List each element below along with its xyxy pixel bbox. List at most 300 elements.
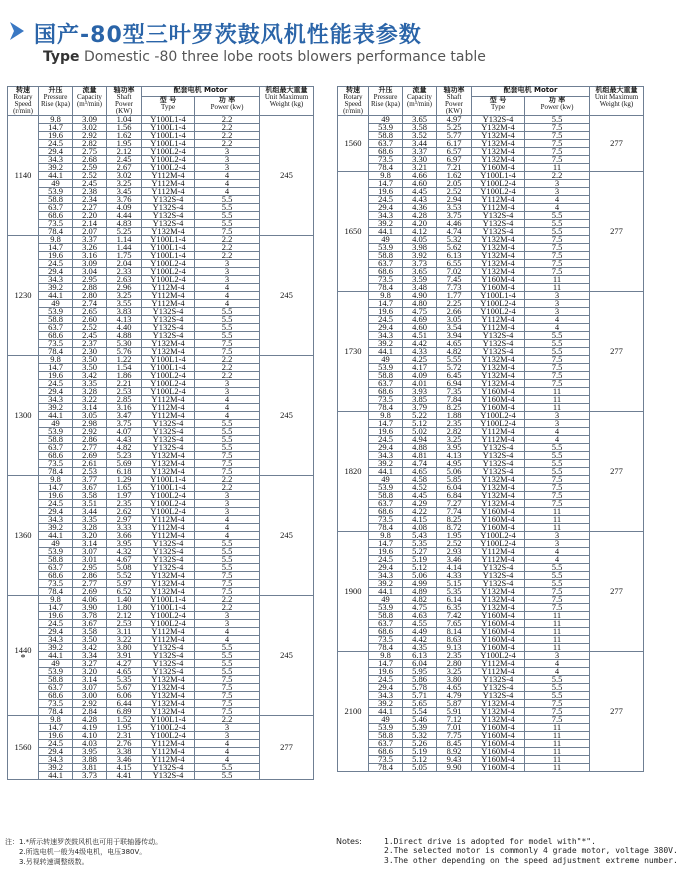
motor-type-cell: Y132M-4 xyxy=(472,364,525,372)
col-speed-en: Rotary Speed (r/min) xyxy=(13,93,33,115)
capacity-cell: 4.03 xyxy=(73,740,107,748)
shaft-power-cell: 6.55 xyxy=(437,260,472,268)
motor-type-cell: Y112M-4 xyxy=(142,516,195,524)
pressure-cell: 49 xyxy=(369,596,403,604)
pressure-cell: 68.6 xyxy=(39,572,73,580)
capacity-cell: 3.88 xyxy=(73,756,107,764)
col-weight-en: Unit Maximum Weight (kg) xyxy=(594,93,639,108)
pressure-cell: 78.4 xyxy=(369,644,403,652)
pressure-cell: 53.9 xyxy=(39,308,73,316)
motor-type-cell: Y100L1-4 xyxy=(142,132,195,140)
motor-type-cell: Y160M-4 xyxy=(472,388,525,396)
speed-value: 1140 xyxy=(14,170,32,180)
pressure-cell: 58.8 xyxy=(39,316,73,324)
shaft-power-cell: 4.13 xyxy=(107,316,142,324)
notes-chinese xyxy=(5,837,162,867)
col-capacity-en: Capacity (m³/min) xyxy=(406,93,433,108)
capacity-cell: 3.07 xyxy=(73,548,107,556)
motor-power-cell: 7.5 xyxy=(525,244,590,252)
motor-power-cell: 2.2 xyxy=(195,356,260,364)
shaft-power-cell: 2.66 xyxy=(437,308,472,316)
motor-type-cell: Y100L2-4 xyxy=(142,620,195,628)
capacity-cell: 4.66 xyxy=(403,172,437,180)
arrow-icon xyxy=(8,20,26,42)
capacity-cell: 3.85 xyxy=(403,396,437,404)
capacity-cell: 4.52 xyxy=(403,484,437,492)
capacity-cell: 3.14 xyxy=(73,540,107,548)
shaft-power-cell: 1.52 xyxy=(107,716,142,724)
pressure-cell: 68.6 xyxy=(369,628,403,636)
motor-power-cell: 7.5 xyxy=(195,452,260,460)
pressure-cell: 78.4 xyxy=(39,468,73,476)
page-title-cn: 国产-80型三叶罗茨鼓风机性能表参数 xyxy=(34,23,422,48)
capacity-cell: 5.65 xyxy=(403,700,437,708)
speed-cell xyxy=(8,596,39,716)
note-en-text-2: 2.The selected motor is commonly 4 grade motor, voltage 380V. xyxy=(384,846,678,856)
weight-cell: 277 xyxy=(590,412,644,532)
shaft-power-cell: 8.72 xyxy=(437,524,472,532)
capacity-cell: 2.75 xyxy=(73,148,107,156)
pressure-cell: 73.5 xyxy=(369,516,403,524)
motor-type-cell: Y100L1-4 xyxy=(142,476,195,484)
capacity-cell: 4.49 xyxy=(403,628,437,636)
motor-power-cell: 5.5 xyxy=(195,564,260,572)
motor-type-cell: Y160M-4 xyxy=(472,404,525,412)
capacity-cell: 2.37 xyxy=(73,340,107,348)
col-shaft-power-cn: 轴功率 xyxy=(443,86,465,94)
shaft-power-cell: 2.52 xyxy=(437,540,472,548)
capacity-cell: 4.35 xyxy=(403,644,437,652)
motor-power-cell: 3 xyxy=(525,532,590,540)
motor-type-cell: Y100L1-4 xyxy=(142,356,195,364)
motor-type-cell: Y160M-4 xyxy=(472,732,525,740)
speed-value: 1650 xyxy=(344,226,362,236)
capacity-cell: 3.05 xyxy=(73,412,107,420)
pressure-cell: 49 xyxy=(369,716,403,724)
pressure-cell: 44.1 xyxy=(369,588,403,596)
pressure-cell: 58.8 xyxy=(39,436,73,444)
speed-value: 1820 xyxy=(344,466,362,476)
motor-power-cell: 3 xyxy=(525,420,590,428)
col-pressure-cn: 升压 xyxy=(378,86,393,94)
shaft-power-cell: 7.01 xyxy=(437,724,472,732)
pressure-cell: 29.4 xyxy=(369,684,403,692)
pressure-cell: 39.2 xyxy=(369,460,403,468)
col-capacity-cn: 流量 xyxy=(412,86,427,94)
capacity-cell: 2.88 xyxy=(73,284,107,292)
motor-power-cell: 7.5 xyxy=(525,356,590,364)
motor-type-cell: Y160M-4 xyxy=(472,636,525,644)
shaft-power-cell: 7.02 xyxy=(437,268,472,276)
shaft-power-cell: 7.21 xyxy=(437,164,472,172)
shaft-power-cell: 3.22 xyxy=(107,636,142,644)
shaft-power-cell: 4.79 xyxy=(437,692,472,700)
motor-type-cell: Y132S-4 xyxy=(472,684,525,692)
shaft-power-cell: 5.15 xyxy=(437,580,472,588)
capacity-cell: 2.14 xyxy=(73,220,107,228)
motor-type-cell: Y132M-4 xyxy=(142,572,195,580)
motor-type-cell: Y112M-4 xyxy=(142,748,195,756)
capacity-cell: 5.06 xyxy=(403,572,437,580)
pressure-cell: 63.7 xyxy=(369,620,403,628)
motor-type-cell: Y132M-4 xyxy=(142,468,195,476)
motor-type-cell: Y100L2-4 xyxy=(472,188,525,196)
col-capacity xyxy=(73,87,107,116)
speed-cell xyxy=(8,356,39,476)
motor-power-cell: 5.5 xyxy=(525,340,590,348)
motor-type-cell: Y132S-4 xyxy=(472,564,525,572)
motor-power-cell: 4 xyxy=(525,668,590,676)
col-motor-power-cn: 功 率 xyxy=(218,96,236,105)
motor-power-cell: 7.5 xyxy=(525,140,590,148)
capacity-cell: 4.33 xyxy=(403,348,437,356)
pressure-cell: 29.4 xyxy=(39,268,73,276)
shaft-power-cell: 6.18 xyxy=(107,468,142,476)
motor-power-cell: 4 xyxy=(195,300,260,308)
motor-power-cell: 7.5 xyxy=(195,676,260,684)
pressure-cell: 24.5 xyxy=(369,316,403,324)
pressure-cell: 68.6 xyxy=(369,748,403,756)
shaft-power-cell: 3.75 xyxy=(437,212,472,220)
capacity-cell: 3.78 xyxy=(73,612,107,620)
shaft-power-cell: 7.12 xyxy=(437,716,472,724)
motor-type-cell: Y132M-4 xyxy=(472,124,525,132)
pressure-cell: 14.7 xyxy=(369,540,403,548)
motor-type-cell: Y132S-4 xyxy=(142,196,195,204)
motor-power-cell: 5.5 xyxy=(525,460,590,468)
weight-cell: 245 xyxy=(260,236,314,356)
shaft-power-cell: 3.76 xyxy=(107,196,142,204)
motor-power-cell: 4 xyxy=(195,188,260,196)
capacity-cell: 4.45 xyxy=(403,188,437,196)
motor-type-cell: Y132S-4 xyxy=(472,116,525,124)
capacity-cell: 2.74 xyxy=(73,300,107,308)
pressure-cell: 9.8 xyxy=(39,596,73,604)
capacity-cell: 4.28 xyxy=(73,716,107,724)
pressure-cell: 24.5 xyxy=(369,436,403,444)
shaft-power-cell: 3.75 xyxy=(107,420,142,428)
motor-power-cell: 4 xyxy=(195,396,260,404)
motor-power-cell: 5.5 xyxy=(525,572,590,580)
motor-type-cell: Y112M-4 xyxy=(142,524,195,532)
shaft-power-cell: 2.04 xyxy=(107,260,142,268)
motor-power-cell: 7.5 xyxy=(195,340,260,348)
motor-power-cell: 7.5 xyxy=(525,260,590,268)
motor-power-cell: 3 xyxy=(525,188,590,196)
shaft-power-cell: 3.45 xyxy=(107,188,142,196)
shaft-power-cell: 3.11 xyxy=(107,628,142,636)
motor-type-cell: Y112M-4 xyxy=(472,204,525,212)
motor-type-cell: Y132S-4 xyxy=(142,556,195,564)
shaft-power-cell: 1.40 xyxy=(107,596,142,604)
motor-power-cell: 5.5 xyxy=(525,212,590,220)
shaft-power-cell: 3.95 xyxy=(437,444,472,452)
shaft-power-cell: 2.35 xyxy=(437,652,472,660)
motor-type-cell: Y160M-4 xyxy=(472,756,525,764)
pressure-cell: 63.7 xyxy=(369,260,403,268)
pressure-cell: 78.4 xyxy=(39,588,73,596)
capacity-cell: 4.28 xyxy=(403,212,437,220)
capacity-cell: 4.55 xyxy=(403,620,437,628)
capacity-cell: 4.22 xyxy=(403,508,437,516)
pressure-cell: 63.7 xyxy=(39,564,73,572)
capacity-cell: 5.78 xyxy=(403,684,437,692)
capacity-cell: 3.22 xyxy=(73,396,107,404)
shaft-power-cell: 1.88 xyxy=(437,412,472,420)
motor-type-cell: Y100L1-4 xyxy=(142,244,195,252)
motor-power-cell: 2.2 xyxy=(195,116,260,124)
capacity-cell: 4.09 xyxy=(403,372,437,380)
pressure-cell: 68.6 xyxy=(369,148,403,156)
capacity-cell: 3.77 xyxy=(73,476,107,484)
shaft-power-cell: 3.16 xyxy=(107,404,142,412)
col-capacity-en: Capacity (m³/min) xyxy=(76,93,103,108)
shaft-power-cell: 3.80 xyxy=(107,644,142,652)
motor-power-cell: 7.5 xyxy=(525,132,590,140)
capacity-cell: 5.71 xyxy=(403,692,437,700)
shaft-power-cell: 1.65 xyxy=(107,484,142,492)
pressure-cell: 53.9 xyxy=(369,484,403,492)
motor-power-cell: 7.5 xyxy=(195,572,260,580)
motor-type-cell: Y112M-4 xyxy=(142,412,195,420)
motor-power-cell: 2.2 xyxy=(195,124,260,132)
pressure-cell: 78.4 xyxy=(369,164,403,172)
note-cn-text-1: 1.*所示转速罗茨鼓风机也可用于联轴器传动。 xyxy=(19,838,163,846)
shaft-power-cell: 8.14 xyxy=(437,628,472,636)
speed-value: 1730 xyxy=(344,346,362,356)
shaft-power-cell: 1.86 xyxy=(107,372,142,380)
pressure-cell: 58.8 xyxy=(369,612,403,620)
pressure-cell: 44.1 xyxy=(369,228,403,236)
motor-power-cell: 5.5 xyxy=(195,420,260,428)
shaft-power-cell: 2.94 xyxy=(437,196,472,204)
motor-type-cell: Y100L2-4 xyxy=(142,260,195,268)
capacity-cell: 4.42 xyxy=(403,636,437,644)
shaft-power-cell: 1.75 xyxy=(107,252,142,260)
capacity-cell: 5.12 xyxy=(403,756,437,764)
col-weight xyxy=(590,87,644,116)
motor-type-cell: Y132M-4 xyxy=(472,492,525,500)
shaft-power-cell: 5.91 xyxy=(437,708,472,716)
col-speed-en: Rotary Speed (r/min) xyxy=(343,93,363,115)
motor-type-cell: Y132M-4 xyxy=(472,244,525,252)
capacity-cell: 3.20 xyxy=(73,668,107,676)
shaft-power-cell: 6.06 xyxy=(107,692,142,700)
motor-type-cell: Y132S-4 xyxy=(142,644,195,652)
pressure-cell: 53.9 xyxy=(369,124,403,132)
motor-type-cell: Y132M-4 xyxy=(472,588,525,596)
shaft-power-cell: 8.25 xyxy=(437,404,472,412)
capacity-cell: 5.39 xyxy=(403,724,437,732)
motor-power-cell: 11 xyxy=(525,516,590,524)
col-speed xyxy=(8,87,39,116)
motor-power-cell: 11 xyxy=(525,644,590,652)
shaft-power-cell: 5.52 xyxy=(107,572,142,580)
motor-power-cell: 5.5 xyxy=(525,444,590,452)
shaft-power-cell: 5.62 xyxy=(437,244,472,252)
pressure-cell: 29.4 xyxy=(369,204,403,212)
capacity-cell: 4.12 xyxy=(403,228,437,236)
motor-type-cell: Y100L2-4 xyxy=(142,148,195,156)
capacity-cell: 3.00 xyxy=(73,692,107,700)
shaft-power-cell: 1.95 xyxy=(107,724,142,732)
motor-type-cell: Y112M-4 xyxy=(472,428,525,436)
pressure-cell: 14.7 xyxy=(369,300,403,308)
shaft-power-cell: 2.45 xyxy=(107,156,142,164)
motor-type-cell: Y100L1-4 xyxy=(142,252,195,260)
motor-type-cell: Y100L1-4 xyxy=(142,364,195,372)
motor-power-cell: 5.5 xyxy=(525,692,590,700)
col-speed-cn: 转速 xyxy=(346,86,360,94)
motor-power-cell: 7.5 xyxy=(195,460,260,468)
motor-type-cell: Y160M-4 xyxy=(472,764,525,772)
motor-type-cell: Y132S-4 xyxy=(142,652,195,660)
capacity-cell: 5.95 xyxy=(403,668,437,676)
col-speed-cn: 转速 xyxy=(16,86,30,94)
shaft-power-cell: 3.66 xyxy=(107,532,142,540)
motor-power-cell: 7.5 xyxy=(525,252,590,260)
pressure-cell: 73.5 xyxy=(369,756,403,764)
pressure-cell: 9.8 xyxy=(369,292,403,300)
capacity-cell: 3.50 xyxy=(73,636,107,644)
col-weight-cn: 机组最大重量 xyxy=(265,86,308,94)
pressure-cell: 63.7 xyxy=(369,380,403,388)
motor-power-cell: 11 xyxy=(525,724,590,732)
motor-type-cell: Y100L2-4 xyxy=(142,276,195,284)
motor-power-cell: 3 xyxy=(525,412,590,420)
pressure-cell: 19.6 xyxy=(39,132,73,140)
shaft-power-cell: 7.35 xyxy=(437,388,472,396)
motor-type-cell: Y100L1-4 xyxy=(142,236,195,244)
shaft-power-cell: 2.31 xyxy=(107,732,142,740)
shaft-power-cell: 3.80 xyxy=(437,676,472,684)
pressure-cell: 24.5 xyxy=(39,380,73,388)
col-motor-power-en: Power (kw) xyxy=(540,103,574,112)
shaft-power-cell: 1.44 xyxy=(107,244,142,252)
pressure-cell: 44.1 xyxy=(39,652,73,660)
motor-type-cell: Y100L2-4 xyxy=(142,508,195,516)
shaft-power-cell: 1.22 xyxy=(107,356,142,364)
motor-type-cell: Y132M-4 xyxy=(142,588,195,596)
capacity-cell: 3.27 xyxy=(73,660,107,668)
shaft-power-cell: 2.05 xyxy=(437,180,472,188)
motor-type-cell: Y100L2-4 xyxy=(142,380,195,388)
capacity-cell: 4.89 xyxy=(403,588,437,596)
motor-power-cell: 5.5 xyxy=(195,660,260,668)
capacity-cell: 6.13 xyxy=(403,652,437,660)
motor-type-cell: Y132M-4 xyxy=(142,676,195,684)
pressure-cell: 9.8 xyxy=(39,716,73,724)
motor-type-cell: Y112M-4 xyxy=(472,660,525,668)
motor-type-cell: Y160M-4 xyxy=(472,276,525,284)
motor-power-cell: 5.5 xyxy=(195,212,260,220)
pressure-cell: 14.7 xyxy=(39,244,73,252)
motor-power-cell: 2.2 xyxy=(195,236,260,244)
motor-power-cell: 7.5 xyxy=(195,348,260,356)
capacity-cell: 3.67 xyxy=(73,620,107,628)
shaft-power-cell: 5.77 xyxy=(437,132,472,140)
shaft-power-cell: 5.06 xyxy=(437,468,472,476)
motor-power-cell: 2.2 xyxy=(195,604,260,612)
shaft-power-cell: 3.25 xyxy=(107,292,142,300)
shaft-power-cell: 2.53 xyxy=(107,388,142,396)
motor-power-cell: 5.5 xyxy=(195,556,260,564)
capacity-cell: 5.46 xyxy=(403,716,437,724)
motor-type-cell: Y100L2-4 xyxy=(142,500,195,508)
capacity-cell: 4.10 xyxy=(73,732,107,740)
shaft-power-cell: 5.30 xyxy=(107,340,142,348)
pressure-cell: 19.6 xyxy=(369,548,403,556)
capacity-cell: 2.80 xyxy=(73,292,107,300)
motor-type-cell: Y132M-4 xyxy=(472,708,525,716)
shaft-power-cell: 2.96 xyxy=(107,284,142,292)
motor-power-cell: 7.5 xyxy=(525,708,590,716)
motor-power-cell: 7.5 xyxy=(525,268,590,276)
capacity-cell: 4.94 xyxy=(403,436,437,444)
motor-type-cell: Y132S-4 xyxy=(142,436,195,444)
shaft-power-cell: 5.85 xyxy=(437,476,472,484)
motor-type-cell: Y132M-4 xyxy=(472,372,525,380)
weight-cell: 245 xyxy=(260,116,314,236)
speed-cell xyxy=(338,412,369,532)
capacity-cell: 3.09 xyxy=(73,260,107,268)
col-pressure-en: Pressure Rise (kpa) xyxy=(371,93,400,108)
shaft-power-cell: 6.84 xyxy=(437,492,472,500)
capacity-cell: 3.37 xyxy=(73,236,107,244)
motor-power-cell: 3 xyxy=(195,260,260,268)
motor-power-cell: 3 xyxy=(525,652,590,660)
capacity-cell: 3.30 xyxy=(403,156,437,164)
capacity-cell: 3.01 xyxy=(73,556,107,564)
capacity-cell: 3.28 xyxy=(73,388,107,396)
shaft-power-cell: 1.77 xyxy=(437,292,472,300)
capacity-cell: 3.37 xyxy=(403,148,437,156)
capacity-cell: 5.54 xyxy=(403,708,437,716)
capacity-cell: 2.92 xyxy=(73,132,107,140)
motor-power-cell: 11 xyxy=(525,284,590,292)
capacity-cell: 4.20 xyxy=(403,220,437,228)
motor-power-cell: 5.5 xyxy=(195,324,260,332)
capacity-cell: 3.48 xyxy=(403,284,437,292)
pressure-cell: 9.8 xyxy=(39,236,73,244)
shaft-power-cell: 7.42 xyxy=(437,612,472,620)
motor-power-cell: 11 xyxy=(525,732,590,740)
pressure-cell: 39.2 xyxy=(39,404,73,412)
motor-type-cell: Y160M-4 xyxy=(472,724,525,732)
pressure-cell: 58.8 xyxy=(39,196,73,204)
motor-type-cell: Y132M-4 xyxy=(142,452,195,460)
capacity-cell: 2.52 xyxy=(73,324,107,332)
shaft-power-cell: 3.83 xyxy=(107,308,142,316)
capacity-cell: 3.51 xyxy=(73,500,107,508)
motor-type-cell: Y132S-4 xyxy=(142,212,195,220)
motor-type-cell: Y132M-4 xyxy=(142,692,195,700)
pressure-cell: 78.4 xyxy=(39,348,73,356)
shaft-power-cell: 7.74 xyxy=(437,508,472,516)
motor-power-cell: 5.5 xyxy=(525,332,590,340)
pressure-cell: 39.2 xyxy=(369,700,403,708)
speed-value: 1360 xyxy=(14,530,32,540)
capacity-cell: 3.58 xyxy=(73,492,107,500)
motor-type-cell: Y132M-4 xyxy=(142,348,195,356)
motor-type-cell: Y100L1-4 xyxy=(142,716,195,724)
motor-type-cell: Y112M-4 xyxy=(472,436,525,444)
capacity-cell: 3.26 xyxy=(73,244,107,252)
pressure-cell: 53.9 xyxy=(39,548,73,556)
motor-type-cell: Y132M-4 xyxy=(472,260,525,268)
pressure-cell: 58.8 xyxy=(39,676,73,684)
capacity-cell: 2.61 xyxy=(73,460,107,468)
